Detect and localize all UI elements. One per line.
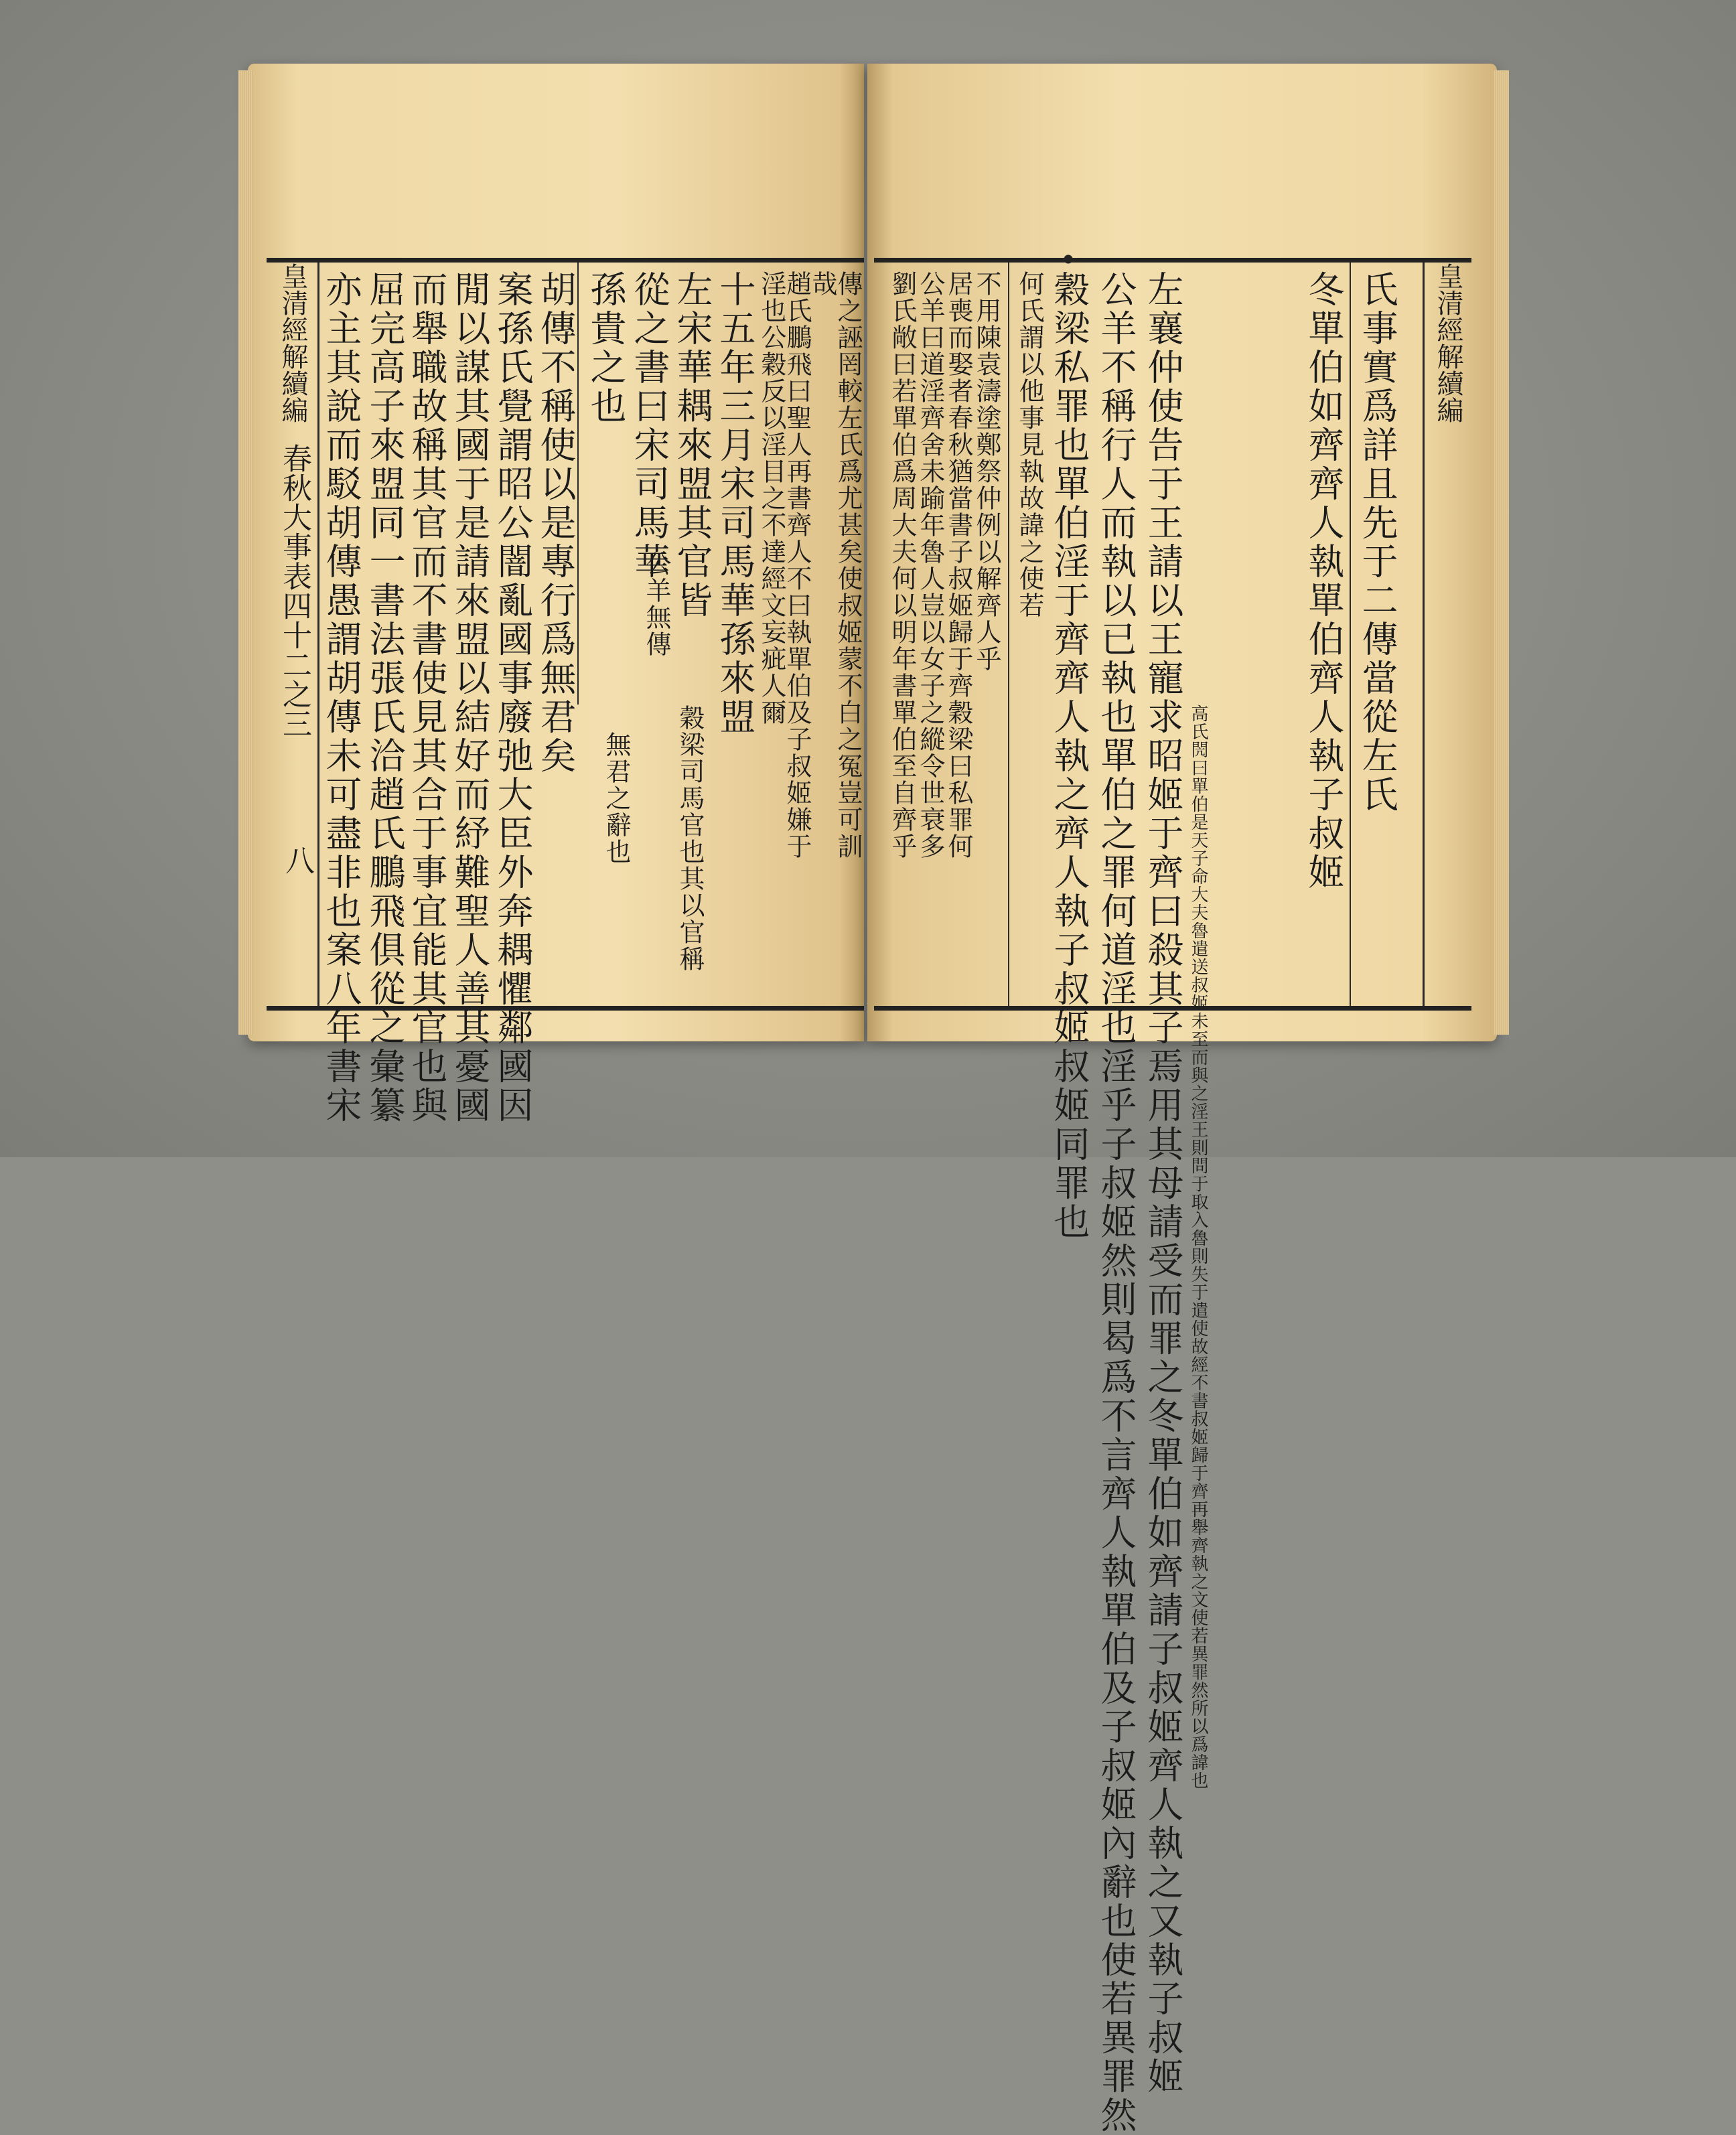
margin-title: 皇清經解續編 [277, 263, 308, 423]
middle-column: 公羊曰道淫齊舍未踰年魯人豈以女子之縱令世衰多 [916, 271, 945, 860]
text-column: 閒以謀其國于是請來盟以結好而紓難聖人善其憂國 [449, 271, 491, 1125]
column-rule [1008, 263, 1009, 1006]
text-column: 亦主其說而駁胡傳愚謂胡傳未可盡非也案八年書宋 [320, 271, 362, 1125]
text-column: 十五年三月宋司馬華孫來盟 [714, 271, 756, 737]
text-column: 左宋華耦來盟其官皆 [671, 271, 713, 620]
open-book [248, 64, 1500, 2135]
text-column: 從之書曰宋司馬華 [628, 271, 670, 581]
left-page-frame [267, 258, 864, 1125]
middle-column: 傳之誣罔較左氏爲尤甚矣使叔姬蒙不白之冤豈可訓 [833, 271, 863, 860]
right-page-edge [1494, 70, 1509, 1035]
right-page-frame [874, 258, 1471, 2135]
text-column: 冬單伯如齊齊人執單伯齊人執子叔姬 [1303, 271, 1345, 892]
middle-column: 哉 [808, 271, 837, 297]
middle-column: 淫也公穀反以淫目之不達經文妄疵人爾 [757, 271, 786, 726]
left-page [248, 64, 864, 1125]
note-column: 穀梁司馬官也其以官稱 [675, 705, 705, 972]
margin-section: 春秋大事表四十二之三 [277, 443, 311, 738]
column-rule [1350, 263, 1351, 1006]
margin-title: 皇清經解續編 [1433, 263, 1463, 423]
left-margin-column [271, 263, 319, 1006]
note-column: 公羊無傳 [642, 550, 671, 658]
text-column: 孫貴之也 [585, 271, 627, 426]
middle-column: 趙氏鵬飛曰聖人再書齊人不曰執單伯及子叔姬嫌于 [782, 271, 812, 860]
middle-column: 不用陳袁濤塗鄭祭仲例以解齊人乎 [972, 271, 1001, 672]
text-column: 屈完高子來盟同一書法張氏洽趙氏鵬飛俱從之彙纂 [364, 271, 406, 1125]
text-column: 而舉職故稱其官而不書使見其合于事宜能其官也與 [406, 271, 448, 1125]
note-column: 何氏謂以他事見執故諱之使若 [1015, 271, 1044, 619]
note-column: 無君之辭也 [601, 731, 631, 865]
text-column: 胡傳不稱使以是專行爲無君矣 [534, 271, 577, 776]
text-column: 氏事實爲詳且先于二傳當從左氏 [1356, 271, 1398, 814]
text-column: 左襄仲使告于王請以王寵求昭姬于齊曰殺其子焉用其母請受而罪之冬單伯如齊請子叔姬齊人執之又執子叔姬 [1142, 271, 1184, 2096]
right-page [867, 64, 1497, 2135]
right-margin-column [1423, 263, 1471, 1006]
middle-column: 居喪而娶者春秋猶當書子叔姬歸于齊穀梁曰私罪何 [944, 271, 973, 860]
margin-page-number: 八 [280, 845, 314, 875]
left-page-edge [238, 70, 253, 1035]
note-column: 高氏閌曰單伯是天子命大夫魯遣送叔姬未至而與之淫王則問于取入魯則失于遣使故經不書叔姬歸于齊再舉齊執之文使若異罪然所以爲諱也 [1188, 705, 1208, 1789]
text-column: 公羊不稱行人而執以已執也單伯之罪何道淫也淫乎子叔姬然則曷爲不言齊人執單伯及子叔姬內辭也使若異罪然 [1095, 271, 1137, 2135]
middle-column: 劉氏敞曰若單伯爲周大夫何以明年書單伯至自齊乎 [887, 271, 917, 860]
column-rule [577, 263, 579, 705]
text-column: 案孫氏覺謂昭公闇亂國事廢弛大臣外奔耦懼鄰國因 [492, 271, 534, 1125]
text-column: 穀梁私罪也單伯淫于齊齊人執之齊人執子叔姬叔姬同罪也 [1048, 271, 1090, 1242]
